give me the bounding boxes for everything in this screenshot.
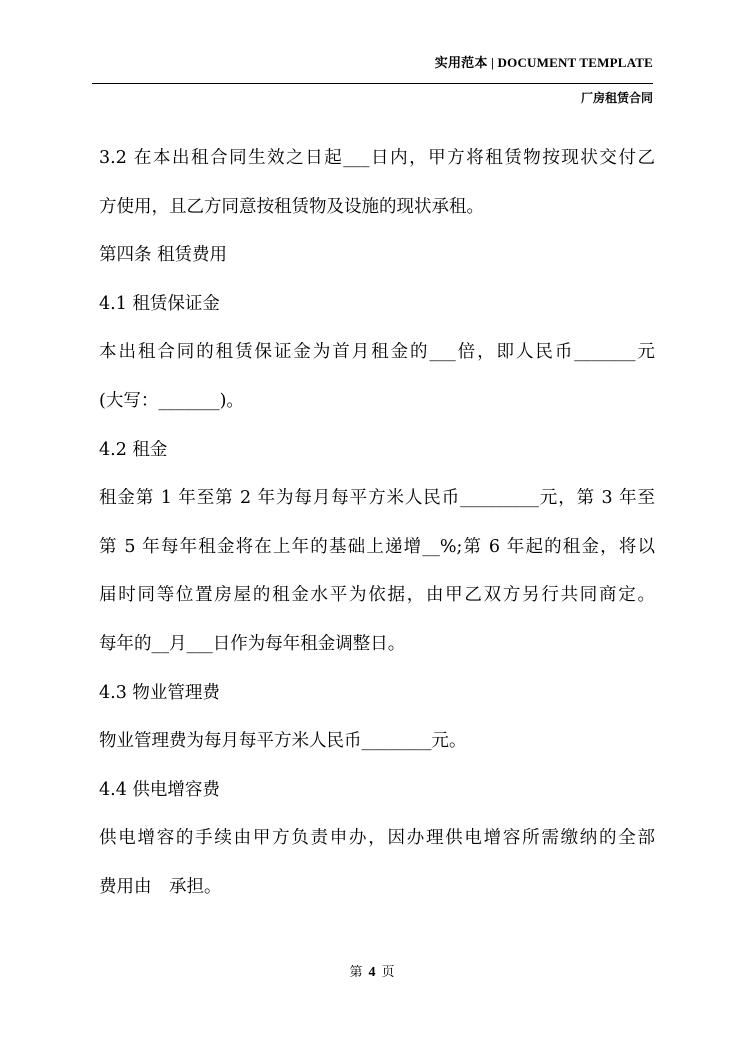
clause-heading: 4.2 租金 (99, 439, 168, 460)
header-divider (92, 83, 653, 84)
page-footer (0, 961, 744, 981)
document-body (99, 134, 655, 912)
paragraph-line: 供电增容的手续由甲方负责申办，因办理供电增容所需缴纳的全部 (99, 828, 655, 849)
paragraph-line: 届时同等位置房屋的租金水平为依据，由甲乙双方另行共同商定。 (99, 585, 655, 606)
header-title: 实用范本 | DOCUMENT TEMPLATE (434, 55, 653, 70)
paragraph-line: 每年的__月___日作为每年租金调整日。 (99, 633, 406, 654)
section-heading: 第四条 租赁费用 (99, 245, 228, 266)
header-subtitle: 厂房租赁合同 (580, 91, 653, 105)
page-label-prefix: 第 (349, 965, 363, 980)
paragraph-line: 租金第 1 年至第 2 年为每月每平方米人民币_________元，第 3 年至 (99, 488, 655, 509)
page-label-suffix: 页 (381, 965, 395, 980)
clause-heading: 4.4 供电增容费 (99, 779, 220, 800)
paragraph-line: 第 5 年每年租金将在上年的基础上递增__%;第 6 年起的租金，将以 (99, 536, 655, 557)
paragraph-line: 费用由 承担。 (99, 876, 222, 897)
paragraph-line: 本出租合同的租赁保证金为首月租金的___倍，即人民币_______元 (99, 342, 655, 363)
clause-heading: 4.1 租赁保证金 (99, 293, 220, 314)
clause-heading: 4.3 物业管理费 (99, 682, 220, 703)
paragraph-line: (大写：_______)。 (99, 390, 244, 411)
paragraph-line: 方使用，且乙方同意按租赁物及设施的现状承租。 (99, 196, 484, 217)
paragraph-line: 3.2 在本出租合同生效之日起___日内，甲方将租赁物按现状交付乙 (99, 148, 655, 168)
paragraph-line: 物业管理费为每月每平方米人民币________元。 (99, 731, 467, 752)
page-number: 4 (368, 965, 376, 980)
